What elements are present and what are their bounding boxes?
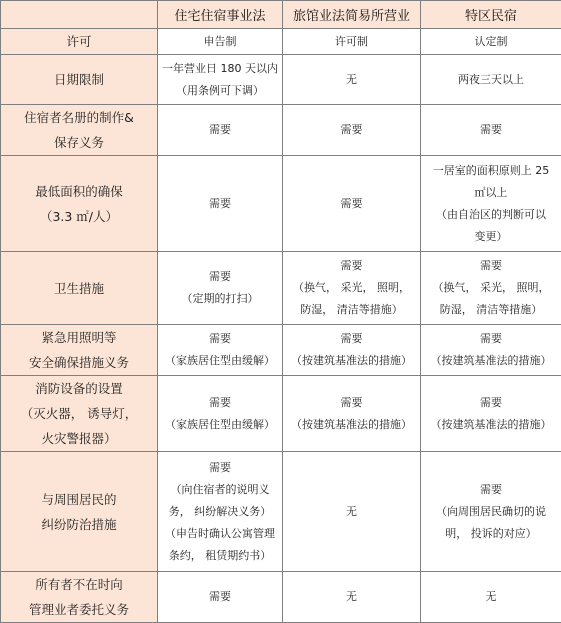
- cell-text-line: 需要: [162, 328, 278, 350]
- cell-text-line: 需要: [162, 193, 278, 215]
- cell-text-line: （家族居住型由缓解）: [162, 414, 278, 436]
- table-cell: [158, 252, 283, 325]
- cell-text-line: 消防设备的设置: [5, 376, 153, 401]
- row-label-date-limit: [1, 55, 158, 105]
- cell-text-line: 需要: [162, 457, 278, 479]
- table-row: [1, 29, 561, 55]
- cell-text-line: 条约， 租赁期约书）: [162, 545, 278, 567]
- table-cell: [421, 252, 561, 325]
- row-label-dispute-prevention: [1, 452, 158, 572]
- cell-text-line: 两夜三天以上: [425, 69, 557, 91]
- cell-text-line: 需要: [287, 193, 416, 215]
- cell-text-line: （3.3 ㎡/人）: [5, 204, 153, 229]
- table-row: [1, 55, 561, 105]
- table-row: [1, 252, 561, 325]
- cell-text-line: 防湿， 清洁等措施）: [425, 299, 557, 321]
- table-row: [1, 572, 561, 623]
- cell-text-line: （由自治区的判断可以: [425, 204, 557, 226]
- cell-text-line: 需要: [162, 392, 278, 414]
- table-cell: [421, 572, 561, 623]
- row-label-guest-register: [1, 105, 158, 156]
- header-col-special-zone-minpaku: 特区民宿: [421, 1, 561, 29]
- table-row: [1, 376, 561, 452]
- cell-text-line: 需要: [162, 266, 278, 288]
- table-cell: [421, 105, 561, 156]
- cell-text-line: 无: [287, 501, 416, 523]
- cell-text-line: 需要: [287, 119, 416, 141]
- cell-text-line: 防湿， 清洁等措施）: [287, 299, 416, 321]
- table-cell: [158, 572, 283, 623]
- cell-text-line: 变更）: [425, 226, 557, 248]
- cell-text-line: （按建筑基准法的措施）: [287, 414, 416, 436]
- cell-text-line: 纠纷防治措施: [5, 512, 153, 537]
- cell-text-line: 一居室的面积原则上 25: [425, 160, 557, 182]
- cell-text-line: 与周围居民的: [5, 487, 153, 512]
- table-cell: [283, 452, 421, 572]
- cell-text-line: 认定制: [425, 31, 557, 53]
- cell-text-line: 一年营业日 180 天以内: [162, 58, 278, 80]
- row-label-emergency-lighting: [1, 325, 158, 376]
- cell-text-line: 卫生措施: [5, 276, 153, 301]
- cell-text-line: 日期限制: [5, 67, 153, 92]
- cell-text-line: 需要: [287, 255, 416, 277]
- cell-text-line: 需要: [425, 479, 557, 501]
- cell-text-line: （按建筑基准法的措施）: [425, 350, 557, 372]
- table-row: [1, 105, 561, 156]
- table-row: [1, 452, 561, 572]
- table-cell: [421, 55, 561, 105]
- cell-text-line: （向住宿者的说明义: [162, 479, 278, 501]
- cell-text-line: 最低面积的确保: [5, 179, 153, 204]
- table-cell: [283, 29, 421, 55]
- cell-text-line: 许可制: [287, 31, 416, 53]
- row-label-hygiene: [1, 252, 158, 325]
- table-cell: [421, 325, 561, 376]
- cell-text-line: 需要: [425, 119, 557, 141]
- row-label-minimum-area: [1, 156, 158, 252]
- table-cell: [158, 452, 283, 572]
- cell-text-line: 需要: [425, 328, 557, 350]
- cell-text-line: 需要: [162, 119, 278, 141]
- table-cell: [158, 105, 283, 156]
- cell-text-line: （家族居住型由缓解）: [162, 350, 278, 372]
- cell-text-line: 管理业者委托义务: [5, 597, 153, 622]
- cell-text-line: 申告制: [162, 31, 278, 53]
- cell-text-line: （换气， 采光， 照明，: [287, 277, 416, 299]
- cell-text-line: （换气， 采光， 照明，: [425, 277, 557, 299]
- table-cell: [283, 252, 421, 325]
- cell-text-line: 无: [287, 69, 416, 91]
- table-cell: [283, 325, 421, 376]
- cell-text-line: （申告时确认公寓管理: [162, 523, 278, 545]
- cell-text-line: 火灾警报器）: [5, 426, 153, 451]
- table-cell: [283, 376, 421, 452]
- cell-text-line: （按建筑基准法的措施）: [425, 414, 557, 436]
- cell-text-line: （按建筑基准法的措施）: [287, 350, 416, 372]
- table-cell: [421, 376, 561, 452]
- cell-text-line: 需要: [162, 586, 278, 608]
- cell-text-line: （向周围居民确切的说: [425, 501, 557, 523]
- cell-text-line: （用条例可下调）: [162, 80, 278, 102]
- cell-text-line: 住宿者名册的制作&: [5, 105, 153, 130]
- table-row: [1, 156, 561, 252]
- row-label-fire-equipment: [1, 376, 158, 452]
- table-cell: [421, 452, 561, 572]
- table-row: [1, 325, 561, 376]
- cell-text-line: 明， 投诉的对应）: [425, 523, 557, 545]
- cell-text-line: 无: [287, 586, 416, 608]
- table-cell: [283, 55, 421, 105]
- table-cell: [158, 325, 283, 376]
- cell-text-line: 无: [425, 586, 557, 608]
- cell-text-line: 需要: [425, 255, 557, 277]
- cell-text-line: 需要: [425, 392, 557, 414]
- table-cell: [283, 156, 421, 252]
- cell-text-line: 安全确保措施义务: [5, 350, 153, 375]
- cell-text-line: 保存义务: [5, 130, 153, 155]
- header-corner: [1, 1, 158, 29]
- cell-text-line: 所有者不在时向: [5, 572, 153, 597]
- row-label-license: [1, 29, 158, 55]
- cell-text-line: （定期的打扫）: [162, 288, 278, 310]
- header-row: [1, 1, 561, 29]
- cell-text-line: 需要: [287, 392, 416, 414]
- row-label-line: 许可: [5, 29, 153, 54]
- table-cell: [158, 156, 283, 252]
- table-cell: [421, 156, 561, 252]
- cell-text-line: 务， 纠纷解决义务）: [162, 501, 278, 523]
- row-label-management-delegation: [1, 572, 158, 623]
- cell-text-line: 需要: [287, 328, 416, 350]
- table-cell: [283, 105, 421, 156]
- cell-text-line: 紧急用照明等: [5, 325, 153, 350]
- header-col-residential-lodging: 住宅住宿事业法: [158, 1, 283, 29]
- header-col-inn-simple-lodging: 旅馆业法简易所营业: [283, 1, 421, 29]
- table-cell: [158, 376, 283, 452]
- table-cell: [158, 29, 283, 55]
- table-cell: [158, 55, 283, 105]
- table-cell: [283, 572, 421, 623]
- cell-text-line: ㎡以上: [425, 182, 557, 204]
- cell-text-line: （灭火器， 诱导灯，: [5, 401, 153, 426]
- table-cell: [421, 29, 561, 55]
